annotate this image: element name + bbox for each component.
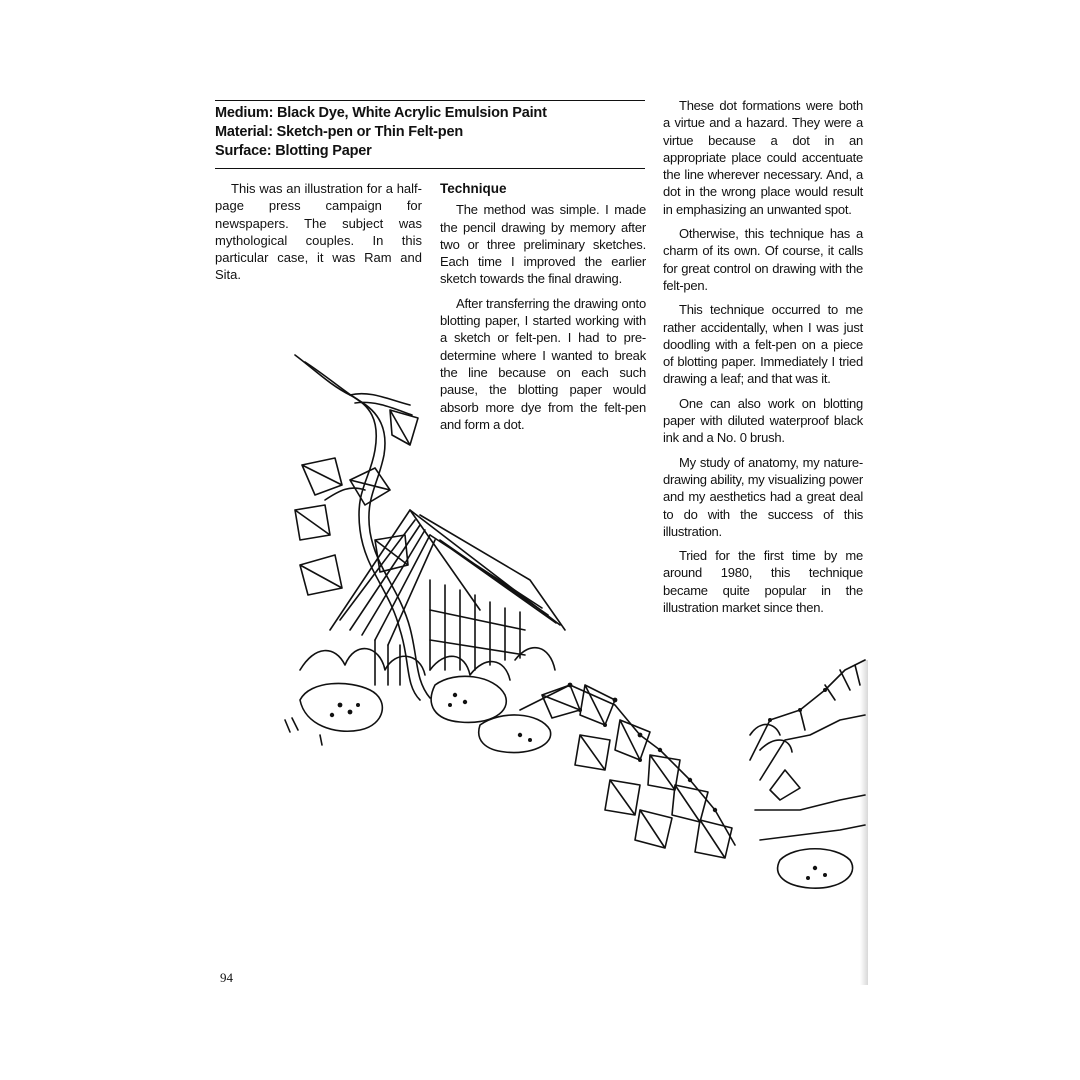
technique-paragraph-2: After transferring the drawing onto blotting paper, I started working with a sketch or felt-pen. I had to pre-determine where I wanted to break the line because on each such pause, the blotting paper would absorb more dye from the felt-pen and form a dot. <box>440 295 646 432</box>
diagonal-leaf-vine <box>520 685 735 858</box>
hut-and-vines-illustration <box>280 340 870 960</box>
technique-paragraph-1: The method was simple. I made the pencil drawing by memory after two or three preliminary sketches. Each time I improved the earlier sketch towards the final drawing. <box>440 202 646 287</box>
vine-dots <box>568 683 718 813</box>
right-paragraph-4: One can also work on blotting paper with diluted waterproof black ink and a No. 0 brush. <box>663 395 863 446</box>
right-paragraph-3: This technique occurred to me rather accidentally, when I was just doodling with a felt-pen on a piece of blotting paper. Immediately I tried drawing a leaf; and that was it. <box>663 302 863 387</box>
foliage-cluster-right <box>750 660 865 888</box>
foliage-cluster-left <box>300 648 555 680</box>
material-line: Material: Sketch-pen or Thin Felt-pen <box>215 124 463 140</box>
rocks-left <box>285 676 551 752</box>
intro-paragraph: This was an illustration for a half-page press campaign for newspapers. The subject was mythological couples. In this particular case, it was Ram and Sita. <box>215 181 422 283</box>
vine-leaves <box>295 410 418 595</box>
materials-header <box>215 100 645 169</box>
right-paragraph-1: These dot formations were both a virtue and a hazard. They were a virtue because a dot in an appropriate place could accentuate the line wherever necessary. And, a dot in the wrong place would result in emphasizing an unwanted spot. <box>663 98 863 217</box>
thatched-hut <box>330 510 565 685</box>
surface-line: Surface: Blotting Paper <box>215 143 372 159</box>
right-paragraph-6: Tried for the first time by me around 1980, this technique became quite popular in the illustration market since then. <box>663 548 863 616</box>
right-paragraph-2: Otherwise, this technique has a charm of its own. Of course, it calls for great control on drawing with the felt-pen. <box>663 226 863 293</box>
medium-line: Medium: Black Dye, White Acrylic Emulsion Paint <box>215 105 547 121</box>
right-paragraph-5: My study of anatomy, my nature-drawing ability, my visualizing power and my aesthetics had a great deal to do with the success of this illustration. <box>663 454 863 539</box>
intro-column <box>215 180 422 284</box>
page-number: 94 <box>220 970 233 985</box>
technique-heading: Technique <box>440 181 507 196</box>
